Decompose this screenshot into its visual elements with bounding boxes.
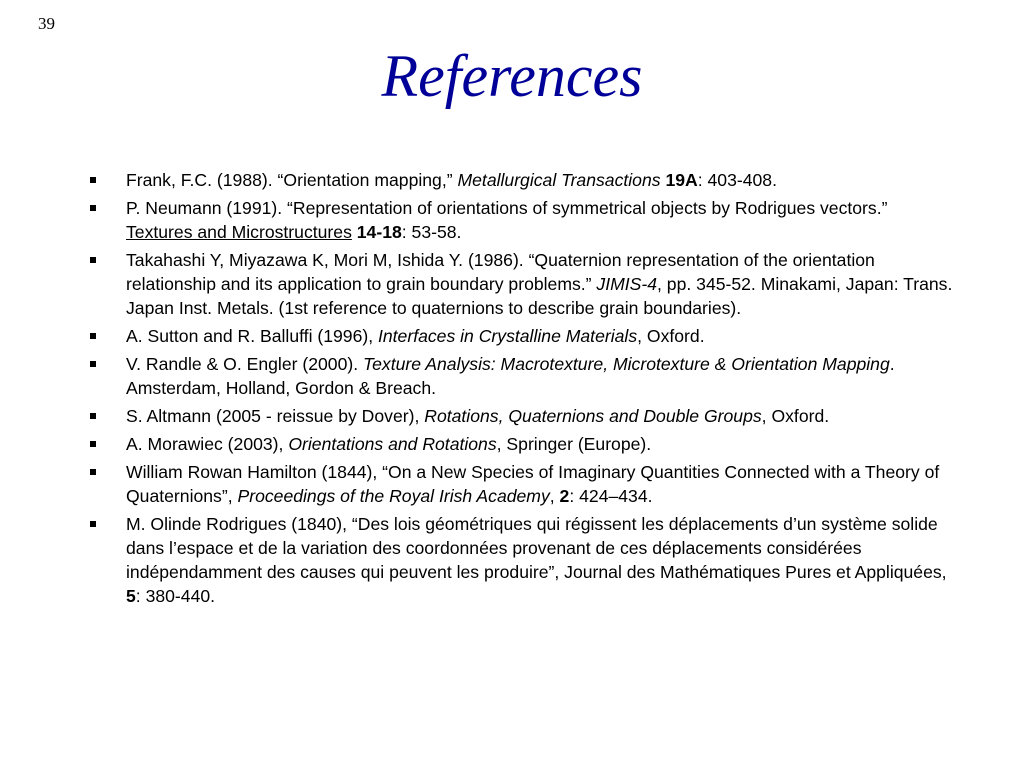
square-bullet-icon	[90, 469, 96, 475]
reference-volume-text: 2	[559, 486, 570, 506]
reference-item	[86, 196, 956, 244]
reference-volume-text: 5	[126, 586, 136, 606]
reference-text: , Springer (Europe).	[496, 434, 652, 454]
reference-item	[86, 404, 956, 428]
reference-text: M. Olinde Rodrigues (1840), “Des lois géométriques qui régissent les déplacements d’un système solide dans l’espace et de la variation des coordonnées provenant de ces déplacements considérées indépendamment des causes qui peuvent les produire”, Journal des Mathématiques Pures et Appliquées,	[126, 514, 947, 582]
reference-text: Takahashi Y, Miyazawa K, Mori M, Ishida Y. (1986). “Quaternion representation of the orientation relationship and its application to grain boundary problems.”	[126, 250, 875, 294]
square-bullet-icon	[90, 257, 96, 263]
reference-text: ,	[549, 486, 560, 506]
reference-text: , pp. 345-52. Minakami, Japan: Trans. Japan Inst. Metals. (1st reference to quaternions to describe grain boundaries).	[126, 274, 953, 318]
reference-title-text: Orientations and Rotations	[288, 434, 497, 454]
reference-title-text: Rotations, Quaternions and Double Groups	[424, 406, 762, 426]
page-title: References	[381, 43, 643, 109]
reference-item	[86, 168, 956, 192]
reference-item	[86, 432, 956, 456]
reference-text: . Amsterdam, Holland, Gordon & Breach.	[126, 354, 895, 398]
reference-item	[86, 248, 956, 320]
reference-title-text: Metallurgical Transactions	[457, 170, 661, 190]
reference-text: : 424–434.	[569, 486, 653, 506]
reference-text: Frank, F.C. (1988). “Orientation mapping,”	[126, 170, 458, 190]
reference-text: P. Neumann (1991). “Representation of orientations of symmetrical objects by Rodrigues vectors.”	[126, 198, 888, 218]
reference-text: , Oxford.	[637, 326, 705, 346]
reference-text: : 403-408.	[697, 170, 777, 190]
reference-text: S. Altmann (2005 - reissue by Dover),	[126, 406, 425, 426]
reference-volume-text: 14-18	[356, 222, 402, 242]
square-bullet-icon	[90, 177, 96, 183]
reference-item	[86, 352, 956, 400]
reference-volume-text: 19A	[665, 170, 698, 190]
reference-text: : 380-440.	[135, 586, 216, 606]
reference-item	[86, 324, 956, 348]
reference-title-text: Proceedings of the Royal Irish Academy	[237, 486, 550, 506]
reference-text: : 53-58.	[401, 222, 462, 242]
reference-item	[86, 460, 956, 508]
reference-journal-text: Textures and Microstructures	[126, 222, 352, 242]
reference-title-text: Texture Analysis: Macrotexture, Microtexture & Orientation Mapping	[363, 354, 890, 374]
square-bullet-icon	[90, 521, 96, 527]
reference-title-text: Interfaces in Crystalline Materials	[378, 326, 638, 346]
reference-text: , Oxford.	[761, 406, 830, 426]
reference-title-text: JIMIS-4	[596, 274, 658, 294]
reference-text: William Rowan Hamilton (1844), “On a New Species of Imaginary Quantities Connected with a Theory of Quaternions”,	[126, 462, 940, 506]
reference-text: A. Morawiec (2003),	[126, 434, 289, 454]
square-bullet-icon	[90, 205, 96, 211]
reference-text: V. Randle & O. Engler (2000).	[126, 354, 363, 374]
reference-list	[86, 168, 956, 612]
square-bullet-icon	[90, 361, 96, 367]
page-number: 39	[38, 14, 55, 33]
reference-text: A. Sutton and R. Balluffi (1996),	[126, 326, 378, 346]
square-bullet-icon	[90, 333, 96, 339]
square-bullet-icon	[90, 413, 96, 419]
reference-item	[86, 512, 956, 608]
square-bullet-icon	[90, 441, 96, 447]
